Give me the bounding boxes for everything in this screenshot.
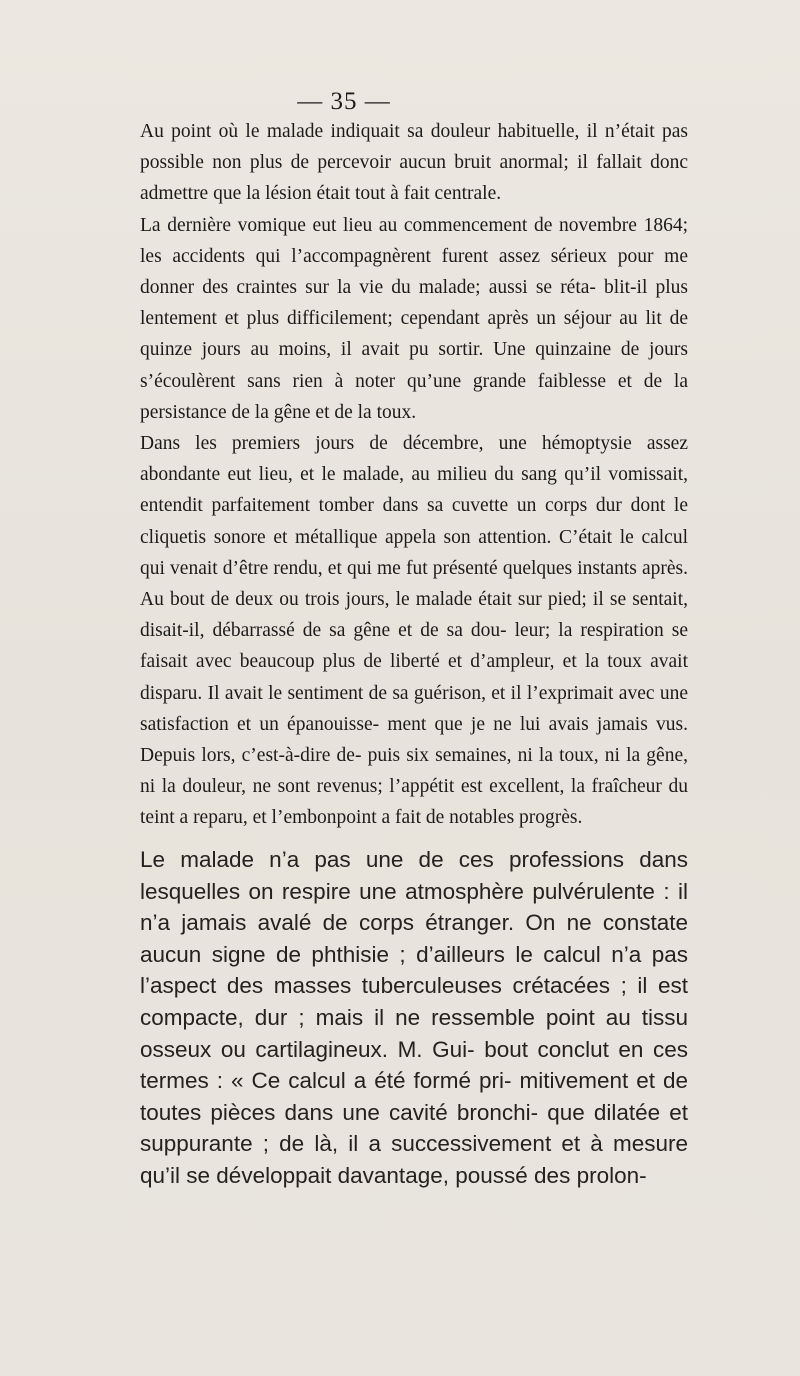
- paragraph: Au point où le malade indiquait sa douleur habituelle, il n’était pas possible non plus de percevoir aucun bruit anormal; il fallait donc admettre que la lésion était tout à fait centrale.: [140, 121, 688, 205]
- paragraph: Dans les premiers jours de décembre, une hémoptysie assez abondante eut lieu, et le malade, au milieu du sang qu’il vomissait, entendit parfaitement tomber dans sa cuvette un corps dur dont le cliquetis sonore et métallique appela son attention. C’était le calcul qui venait d’être rendu, et qui me fut présenté quelques instants après. Au bout de deux ou trois jours, le malade était sur pied; il se sentait, disait-il, débarrassé de sa gêne et de sa dou- leur; la respiration se faisait avec beaucoup plus de liberté et d’ampleur, et la toux avait disparu. Il avait le sentiment de sa guérison, et il l’exprimait avec une satisfaction et un épanouisse- ment que je ne lui avais jamais vus. Depuis lors, c’est-à-dire de- puis six semaines, ni la toux, ni la gêne, ni la douleur, ne sont revenus; l’appétit est excellent, la fraîcheur du teint a reparu, et l’embonpoint a fait de notables progrès.: [140, 433, 688, 829]
- text-block-small-print: [140, 116, 688, 834]
- text-block-large-print: [140, 844, 688, 1192]
- paragraph: Le malade n’a pas une de ces professions dans lesquelles on respire une atmosphère pulvérulente : il n’a jamais avalé de corps étranger. On ne constate aucun signe de phthisie ; d’ailleurs le calcul n’a pas l’aspect des masses tuberculeuses crétacées ; il est compacte, dur ; mais il ne ressemble point au tissu osseux ou cartilagineux. M. Gui- bout conclut en ces termes : « Ce calcul a été formé pri- mitivement et de toutes pièces dans une cavité bronchi- que dilatée et suppurante ; de là, il a successivement et à mesure qu’il se développait davantage, poussé des prolon-: [140, 847, 688, 1188]
- page-number: — 35 —: [297, 88, 391, 115]
- paragraph: La dernière vomique eut lieu au commencement de novembre 1864; les accidents qui l’accompagnèrent furent assez sérieux pour me donner des craintes sur la vie du malade; aussi se réta- blit-il plus lentement et plus difficilement; cependant après un séjour au lit de quinze jours au moins, il avait pu sortir. Une quinzaine de jours s’écoulèrent sans rien à noter qu’une grande faiblesse et de la persistance de la gêne et de la toux.: [140, 214, 688, 423]
